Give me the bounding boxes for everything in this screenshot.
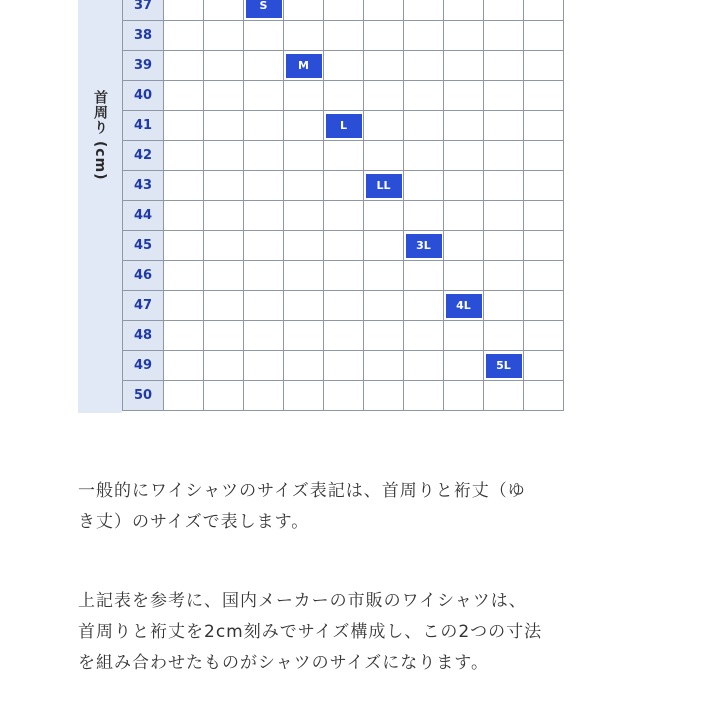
neck-size-cell: 44 xyxy=(123,201,164,231)
grid-cell xyxy=(164,321,204,351)
grid-cell xyxy=(364,351,404,381)
neck-size-cell: 49 xyxy=(123,351,164,381)
table-row xyxy=(123,201,564,231)
grid-cell xyxy=(524,231,564,261)
size-badge: LL xyxy=(366,174,402,198)
table-row xyxy=(123,381,564,411)
grid-cell xyxy=(404,171,444,201)
grid-cell xyxy=(364,201,404,231)
grid-cell xyxy=(484,261,524,291)
grid-cell xyxy=(204,81,244,111)
grid-cell xyxy=(484,351,524,381)
grid-cell xyxy=(204,201,244,231)
grid-cell xyxy=(284,141,324,171)
grid-cell xyxy=(244,201,284,231)
grid-cell xyxy=(324,0,364,21)
grid-cell xyxy=(244,381,284,411)
grid-cell xyxy=(324,171,364,201)
grid-cell xyxy=(244,21,284,51)
grid-cell xyxy=(444,261,484,291)
grid-cell xyxy=(364,21,404,51)
grid-cell xyxy=(204,291,244,321)
grid-cell xyxy=(324,231,364,261)
grid-cell xyxy=(164,81,204,111)
grid-cell xyxy=(484,81,524,111)
grid-cell xyxy=(324,81,364,111)
grid-cell xyxy=(244,51,284,81)
grid-cell xyxy=(324,141,364,171)
grid-cell xyxy=(364,51,404,81)
grid-cell xyxy=(444,291,484,321)
grid-cell xyxy=(244,321,284,351)
grid-cell xyxy=(244,231,284,261)
grid-cell xyxy=(284,321,324,351)
grid-cell xyxy=(204,0,244,21)
grid-cell xyxy=(364,171,404,201)
grid-cell xyxy=(404,261,444,291)
grid-cell xyxy=(244,291,284,321)
grid-cell xyxy=(284,201,324,231)
grid-cell xyxy=(484,321,524,351)
paragraph-2 xyxy=(78,586,678,679)
grid-cell xyxy=(204,21,244,51)
grid-cell xyxy=(364,231,404,261)
grid-cell xyxy=(404,381,444,411)
grid-cell xyxy=(164,111,204,141)
grid-cell xyxy=(484,381,524,411)
grid-cell xyxy=(524,141,564,171)
grid-cell xyxy=(524,321,564,351)
grid-cell xyxy=(284,351,324,381)
grid-cell xyxy=(444,0,484,21)
grid-cell xyxy=(164,0,204,21)
grid-cell xyxy=(164,141,204,171)
grid-cell xyxy=(404,21,444,51)
grid-cell xyxy=(444,381,484,411)
neck-size-cell: 50 xyxy=(123,381,164,411)
grid-cell xyxy=(484,231,524,261)
grid-cell xyxy=(404,111,444,141)
size-badge: M xyxy=(286,54,322,78)
grid-cell xyxy=(324,111,364,141)
table-row xyxy=(123,141,564,171)
grid-cell xyxy=(284,81,324,111)
paragraph-line: 上記表を参考に、国内メーカーの市販のワイシャツは、 xyxy=(78,591,527,611)
grid-cell xyxy=(164,381,204,411)
grid-cell xyxy=(324,21,364,51)
table-row xyxy=(123,291,564,321)
grid-cell xyxy=(204,171,244,201)
grid-cell xyxy=(324,321,364,351)
grid-cell xyxy=(524,81,564,111)
table-row xyxy=(123,231,564,261)
grid-cell xyxy=(164,51,204,81)
grid-cell xyxy=(244,141,284,171)
neck-size-cell: 40 xyxy=(123,81,164,111)
grid-cell xyxy=(244,261,284,291)
table-row xyxy=(123,81,564,111)
grid-cell xyxy=(164,171,204,201)
neck-size-cell: 42 xyxy=(123,141,164,171)
grid-cell xyxy=(324,291,364,321)
grid-cell xyxy=(164,291,204,321)
grid-cell xyxy=(164,231,204,261)
table-row xyxy=(123,321,564,351)
grid-cell xyxy=(524,21,564,51)
grid-cell xyxy=(404,0,444,21)
grid-cell xyxy=(444,171,484,201)
neck-size-cell: 46 xyxy=(123,261,164,291)
grid-cell xyxy=(164,21,204,51)
table-row xyxy=(123,171,564,201)
size-badge: 5L xyxy=(486,354,522,378)
grid-cell xyxy=(404,81,444,111)
grid-cell xyxy=(484,201,524,231)
grid-cell xyxy=(484,51,524,81)
table-row xyxy=(123,0,564,21)
grid-cell xyxy=(404,351,444,381)
grid-cell xyxy=(444,111,484,141)
grid-cell xyxy=(444,81,484,111)
grid-cell xyxy=(324,51,364,81)
neck-size-cell: 37 xyxy=(123,0,164,21)
grid-cell xyxy=(444,141,484,171)
grid-cell xyxy=(244,171,284,201)
axis-label-panel xyxy=(78,0,122,413)
grid-cell xyxy=(364,381,404,411)
grid-cell xyxy=(444,321,484,351)
grid-cell xyxy=(244,351,284,381)
grid-cell xyxy=(284,291,324,321)
grid-cell xyxy=(284,0,324,21)
grid-cell xyxy=(204,261,244,291)
size-table xyxy=(122,0,564,411)
grid-cell xyxy=(484,171,524,201)
size-badge: S xyxy=(246,0,282,18)
grid-cell xyxy=(204,351,244,381)
neck-size-cell: 39 xyxy=(123,51,164,81)
grid-cell xyxy=(324,381,364,411)
neck-size-cell: 38 xyxy=(123,21,164,51)
grid-cell xyxy=(524,291,564,321)
grid-cell xyxy=(204,111,244,141)
grid-cell xyxy=(244,111,284,141)
grid-cell xyxy=(164,201,204,231)
grid-cell xyxy=(284,111,324,141)
grid-cell xyxy=(244,81,284,111)
size-badge: 3L xyxy=(406,234,442,258)
grid-cell xyxy=(444,201,484,231)
grid-cell xyxy=(484,0,524,21)
grid-cell xyxy=(364,261,404,291)
grid-cell xyxy=(204,51,244,81)
grid-cell xyxy=(364,321,404,351)
neck-size-cell: 47 xyxy=(123,291,164,321)
grid-cell xyxy=(524,0,564,21)
grid-cell xyxy=(324,201,364,231)
grid-cell xyxy=(284,381,324,411)
grid-cell xyxy=(404,231,444,261)
grid-cell xyxy=(364,141,404,171)
grid-cell xyxy=(324,261,364,291)
grid-cell xyxy=(484,21,524,51)
grid-cell xyxy=(524,261,564,291)
table-row xyxy=(123,51,564,81)
paragraph-1 xyxy=(78,476,678,538)
paragraph-line: き丈）のサイズで表します。 xyxy=(78,512,310,532)
neck-size-cell: 41 xyxy=(123,111,164,141)
axis-title: 首周り (cm) xyxy=(92,89,108,181)
grid-cell xyxy=(524,351,564,381)
paragraph-line: を組み合わせたものがシャツのサイズになります。 xyxy=(78,653,489,673)
grid-cell xyxy=(204,381,244,411)
size-badge: L xyxy=(326,114,362,138)
grid-cell xyxy=(444,51,484,81)
grid-cell xyxy=(284,261,324,291)
table-row xyxy=(123,261,564,291)
grid-cell xyxy=(444,231,484,261)
neck-size-cell: 43 xyxy=(123,171,164,201)
grid-cell xyxy=(484,141,524,171)
grid-cell xyxy=(444,21,484,51)
grid-cell xyxy=(324,351,364,381)
size-badge: 4L xyxy=(446,294,482,318)
grid-cell xyxy=(204,321,244,351)
grid-cell xyxy=(524,171,564,201)
grid-cell xyxy=(484,111,524,141)
neck-size-cell: 48 xyxy=(123,321,164,351)
grid-cell xyxy=(404,201,444,231)
table-row xyxy=(123,21,564,51)
grid-cell xyxy=(404,51,444,81)
grid-cell xyxy=(364,111,404,141)
grid-cell xyxy=(284,21,324,51)
grid-cell xyxy=(364,291,404,321)
grid-cell xyxy=(404,291,444,321)
grid-cell xyxy=(204,231,244,261)
grid-cell xyxy=(284,171,324,201)
grid-cell xyxy=(404,321,444,351)
grid-cell xyxy=(404,141,444,171)
grid-cell xyxy=(204,141,244,171)
grid-cell xyxy=(444,351,484,381)
grid-cell xyxy=(244,0,284,21)
grid-cell xyxy=(284,231,324,261)
neck-size-cell: 45 xyxy=(123,231,164,261)
grid-cell xyxy=(524,201,564,231)
grid-cell xyxy=(164,351,204,381)
grid-cell xyxy=(484,291,524,321)
table-row xyxy=(123,351,564,381)
paragraph-line: 首周りと裄丈を2cm刻みでサイズ構成し、この2つの寸法 xyxy=(78,622,543,642)
grid-cell xyxy=(524,51,564,81)
grid-cell xyxy=(164,261,204,291)
grid-cell xyxy=(524,111,564,141)
paragraph-line: 一般的にワイシャツのサイズ表記は、首周りと裄丈（ゆ xyxy=(78,481,526,501)
grid-cell xyxy=(364,81,404,111)
grid-cell xyxy=(524,381,564,411)
grid-cell xyxy=(364,0,404,21)
grid-cell xyxy=(284,51,324,81)
table-row xyxy=(123,111,564,141)
